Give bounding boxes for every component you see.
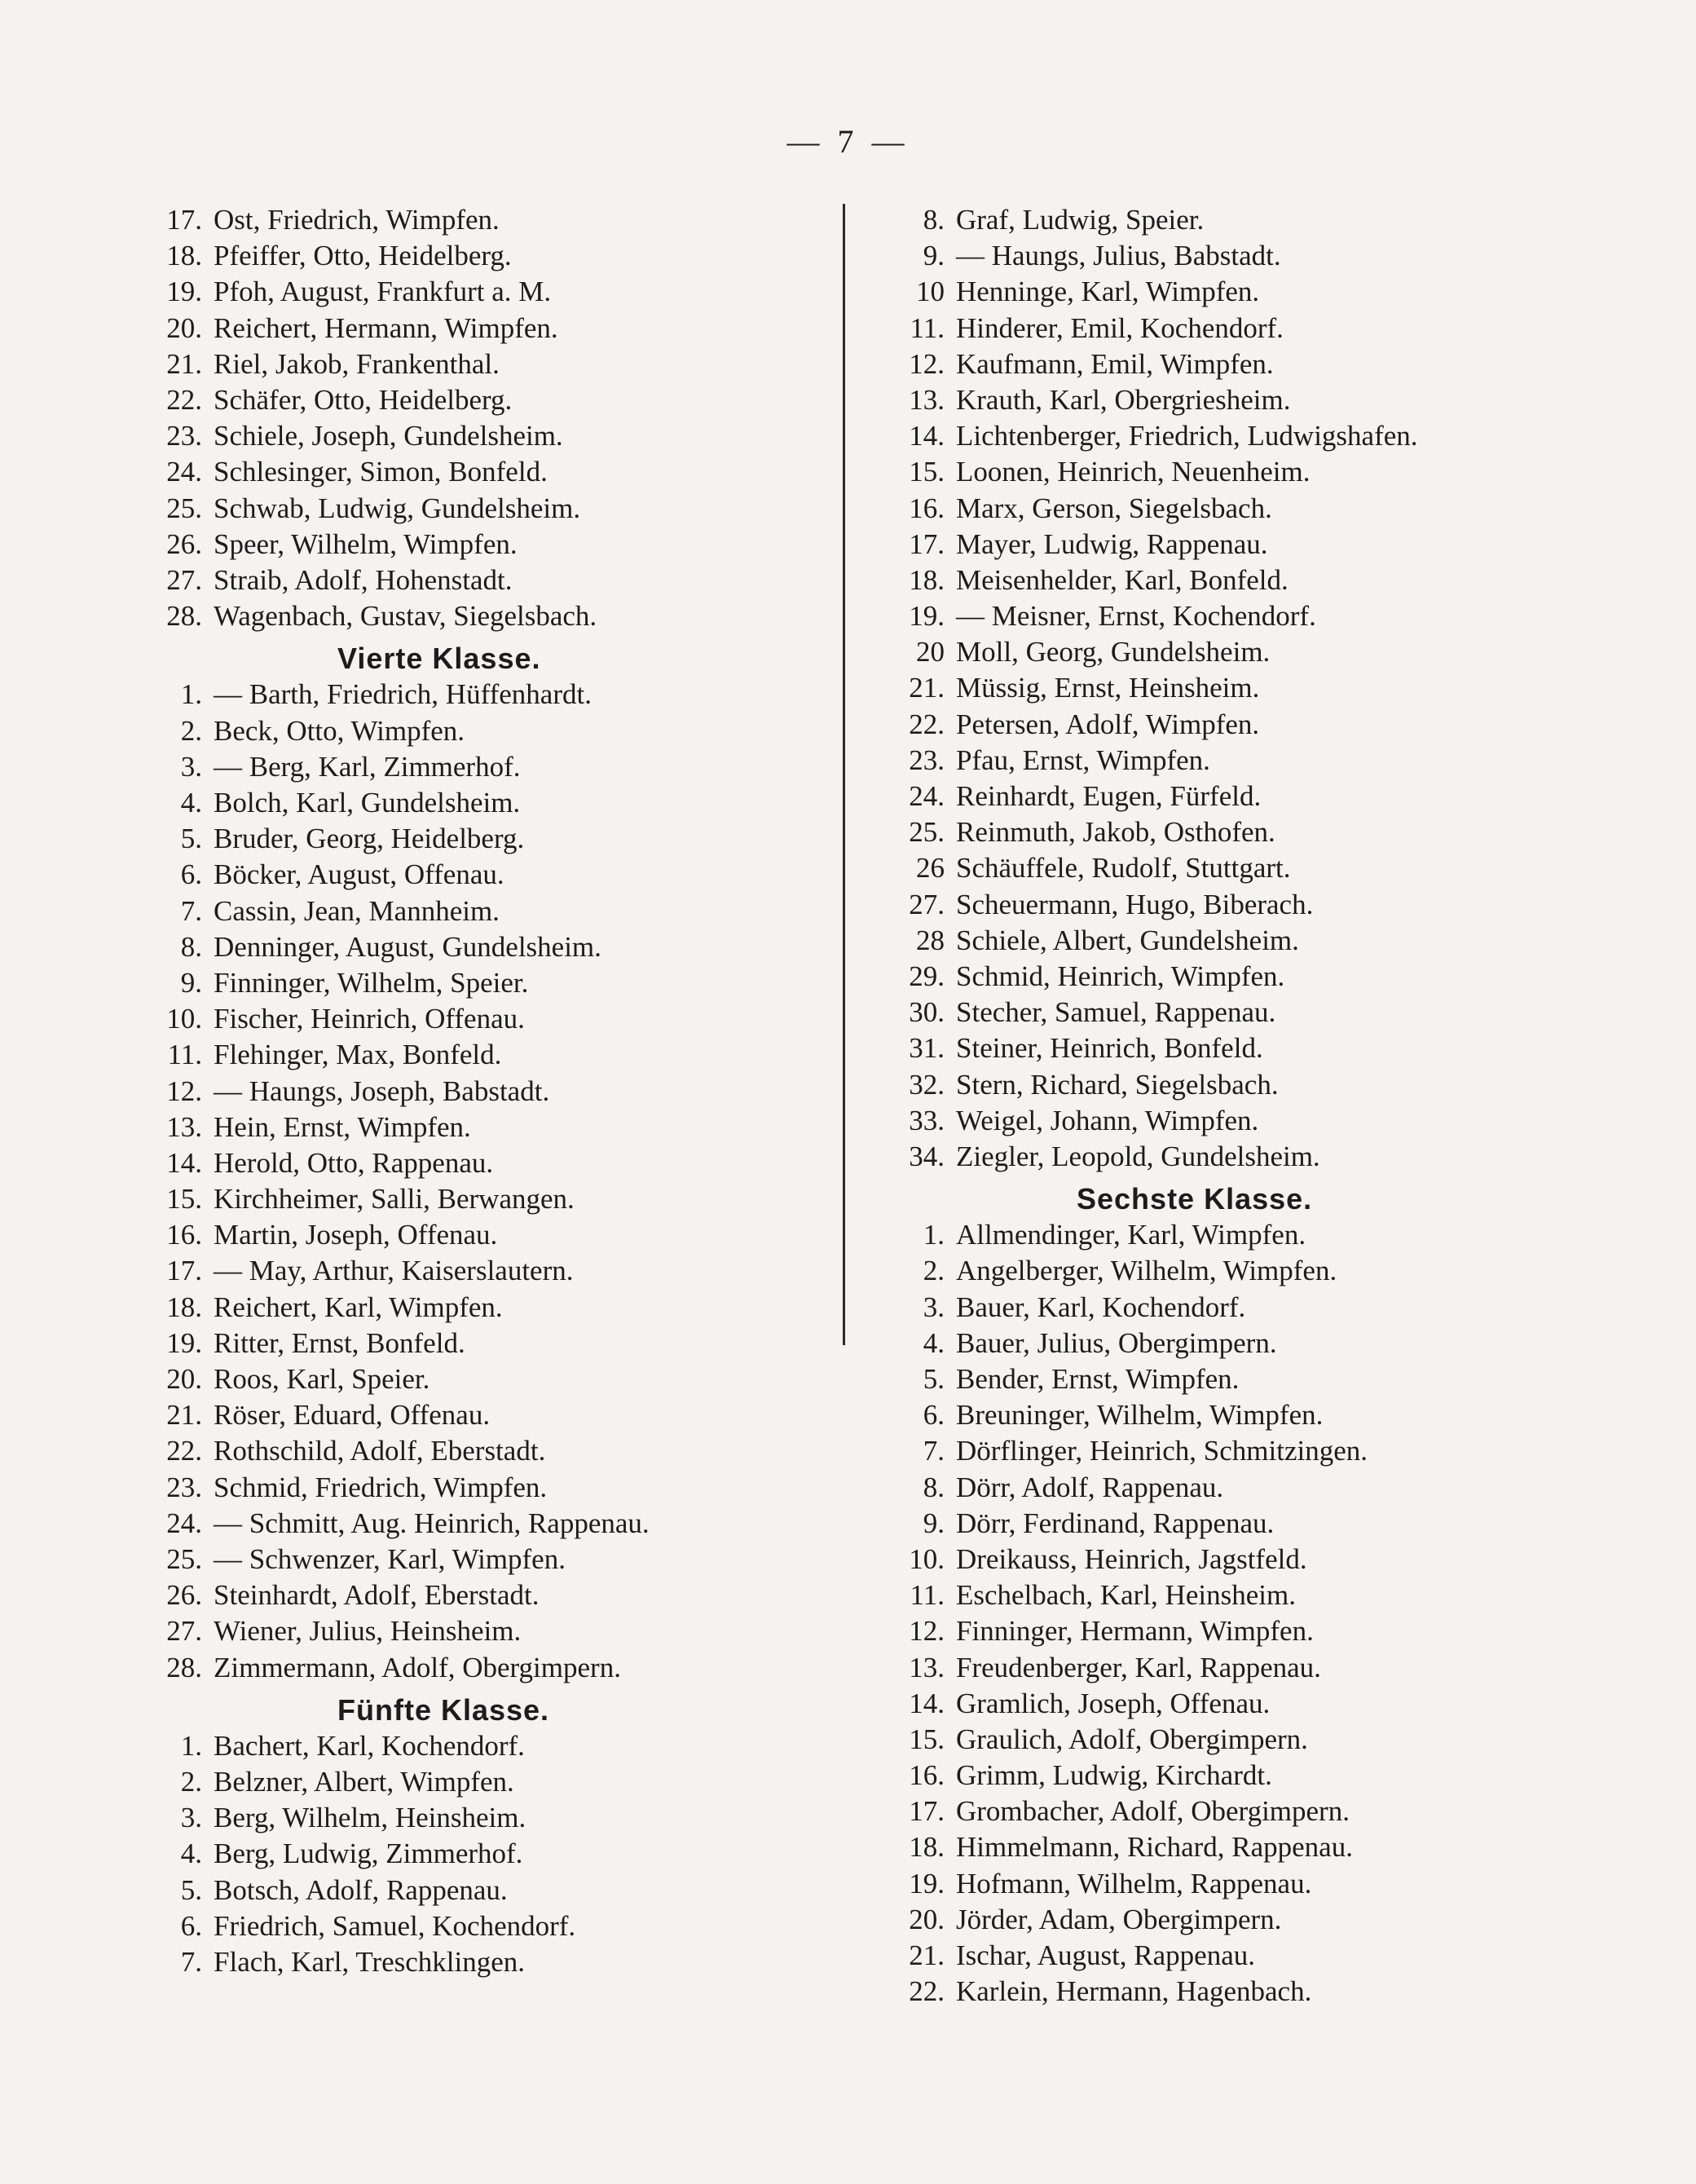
list-item (140, 1326, 849, 1361)
list-item (883, 1866, 1649, 1902)
item-entry: Schwab, Ludwig, Gundelsheim. (214, 492, 581, 524)
item-entry: Ischar, August, Rappenau. (956, 1939, 1255, 1971)
item-number: 19. (166, 276, 202, 308)
list-item (140, 1613, 849, 1649)
item-number: 5. (923, 1363, 945, 1395)
list-item (883, 1067, 1649, 1103)
list-item (883, 923, 1649, 959)
item-entry: Reichert, Karl, Wimpfen. (214, 1291, 503, 1323)
list-item (883, 202, 1649, 238)
item-entry: Scheuermann, Hugo, Biberach. (956, 888, 1314, 920)
list-item (140, 1074, 849, 1110)
item-entry: Ziegler, Leopold, Gundelsheim. (956, 1140, 1320, 1172)
list-item (883, 887, 1649, 923)
item-number: 28. (166, 1651, 202, 1683)
list-item (140, 311, 849, 346)
section-heading-vierte-klasse: Vierte Klasse. (337, 642, 541, 676)
item-entry: — May, Arthur, Kaiserslautern. (214, 1255, 574, 1287)
item-number: 24. (166, 1507, 202, 1539)
list-item (883, 1577, 1649, 1613)
list-item (883, 598, 1649, 634)
item-entry: Beck, Otto, Wimpfen. (214, 714, 465, 747)
item-number: 6. (180, 1909, 202, 1942)
item-number: 1. (923, 1219, 945, 1251)
item-entry: Martin, Joseph, Offenau. (214, 1219, 498, 1251)
page-number: — 7 — (786, 123, 910, 160)
item-entry: Marx, Gerson, Siegelsbach. (956, 492, 1272, 524)
item-number: 16. (909, 492, 945, 524)
list-item (140, 893, 849, 929)
item-number: 19. (909, 600, 945, 633)
item-entry: — Schmitt, Aug. Heinrich, Rappenau. (214, 1507, 650, 1539)
list-block (140, 202, 849, 634)
item-entry: Böcker, August, Offenau. (214, 858, 504, 891)
list-item (883, 707, 1649, 743)
list-item (883, 1613, 1649, 1649)
item-entry: Müssig, Ernst, Heinsheim. (956, 672, 1260, 704)
list-item (140, 1728, 849, 1764)
section-heading-sechste-klasse: Sechste Klasse. (1077, 1182, 1313, 1216)
item-number: 15. (166, 1183, 202, 1216)
item-number: 11. (910, 311, 945, 344)
item-entry: Angelberger, Wilhelm, Wimpfen. (956, 1255, 1337, 1287)
list-item (140, 1577, 849, 1613)
item-number: 28 (916, 924, 945, 956)
item-number: 3. (923, 1291, 945, 1323)
item-number: 12. (166, 1074, 202, 1107)
list-item (883, 850, 1649, 886)
item-number: 8. (923, 1471, 945, 1503)
item-number: 14. (909, 1687, 945, 1719)
list-item (140, 527, 849, 563)
list-item (140, 563, 849, 598)
list-item (883, 1433, 1649, 1469)
item-number: 11. (910, 1579, 945, 1612)
item-number: 2. (180, 714, 202, 747)
item-entry: Allmendinger, Karl, Wimpfen. (956, 1219, 1306, 1251)
list-item (883, 1902, 1649, 1938)
left-column (140, 202, 849, 1980)
item-number: 25. (166, 1542, 202, 1575)
item-number: 13. (909, 383, 945, 416)
list-item (140, 929, 849, 965)
item-entry: Schäfer, Otto, Heidelberg. (214, 383, 513, 416)
item-number: 24. (909, 780, 945, 812)
list-item (883, 238, 1649, 274)
item-entry: Reinhardt, Eugen, Fürfeld. (956, 780, 1262, 812)
item-number: 14. (909, 420, 945, 452)
list-item (883, 634, 1649, 670)
item-number: 14. (166, 1146, 202, 1179)
list-item (883, 1139, 1649, 1175)
item-entry: Flehinger, Max, Bonfeld. (214, 1039, 502, 1071)
item-number: 13. (166, 1110, 202, 1143)
item-entry: Steinhardt, Adolf, Eberstadt. (214, 1579, 540, 1612)
list-item (883, 1938, 1649, 1974)
item-entry: Finninger, Hermann, Wimpfen. (956, 1615, 1314, 1648)
item-entry: Kaufmann, Emil, Wimpfen. (956, 347, 1274, 380)
item-entry: Loonen, Heinrich, Neuenheim. (956, 456, 1311, 488)
list-item (140, 749, 849, 785)
item-number: 18. (909, 1831, 945, 1864)
list-item (140, 1800, 849, 1836)
item-number: 27. (909, 888, 945, 920)
item-number: 25. (909, 816, 945, 849)
item-entry: Hein, Ernst, Wimpfen. (214, 1110, 471, 1143)
list-item (140, 454, 849, 490)
list-item (883, 1650, 1649, 1686)
item-entry: Berg, Ludwig, Zimmerhof. (214, 1838, 523, 1870)
item-number: 29. (909, 960, 945, 992)
item-entry: — Schwenzer, Karl, Wimpfen. (214, 1542, 566, 1575)
item-number: 5. (180, 1873, 202, 1906)
item-number: 34. (909, 1140, 945, 1172)
list-item (883, 563, 1649, 598)
list-item (883, 959, 1649, 995)
item-number: 18. (166, 1291, 202, 1323)
item-number: 7. (923, 1435, 945, 1467)
item-number: 28. (166, 600, 202, 633)
item-entry: Schäuffele, Rudolf, Stuttgart. (956, 852, 1291, 885)
item-number: 20. (166, 311, 202, 344)
item-number: 12. (909, 347, 945, 380)
list-item (140, 1908, 849, 1944)
item-number: 2. (180, 1766, 202, 1798)
item-entry: Breuninger, Wilhelm, Wimpfen. (956, 1399, 1324, 1432)
item-entry: Eschelbach, Karl, Heinsheim. (956, 1579, 1296, 1612)
item-number: 9. (923, 1507, 945, 1539)
item-entry: Hinderer, Emil, Kochendorf. (956, 311, 1284, 344)
list-block (140, 1728, 849, 1980)
item-number: 27. (166, 563, 202, 596)
list-item (883, 1794, 1649, 1829)
item-number: 17. (166, 1255, 202, 1287)
item-number: 11. (167, 1039, 202, 1071)
item-number: 1. (180, 1729, 202, 1762)
item-entry: Wagenbach, Gustav, Siegelsbach. (214, 600, 597, 633)
list-item (140, 1001, 849, 1037)
list-item (883, 1397, 1649, 1433)
item-number: 10. (166, 1003, 202, 1035)
item-entry: — Barth, Friedrich, Hüffenhardt. (214, 678, 592, 711)
list-item (883, 1829, 1649, 1865)
list-item (140, 382, 849, 418)
item-entry: Cassin, Jean, Mannheim. (214, 894, 500, 927)
list-item (140, 857, 849, 893)
list-item (883, 274, 1649, 310)
item-number: 4. (923, 1326, 945, 1359)
list-item (883, 670, 1649, 706)
item-entry: Jörder, Adam, Obergimpern. (956, 1903, 1282, 1935)
item-number: 6. (923, 1399, 945, 1432)
item-entry: Röser, Eduard, Offenau. (214, 1399, 491, 1432)
list-item (883, 1974, 1649, 2010)
item-entry: Graf, Ludwig, Speier. (956, 204, 1205, 236)
item-entry: Riel, Jakob, Frankenthal. (214, 347, 500, 380)
item-number: 15. (909, 1723, 945, 1755)
list-item (883, 995, 1649, 1030)
list-item (883, 346, 1649, 382)
list-item (883, 1506, 1649, 1542)
item-number: 24. (166, 456, 202, 488)
item-entry: Zimmermann, Adolf, Obergimpern. (214, 1651, 621, 1683)
item-entry: Himmelmann, Richard, Rappenau. (956, 1831, 1353, 1864)
item-number: 32. (909, 1068, 945, 1101)
list-item (140, 238, 849, 274)
item-number: 20 (916, 636, 945, 668)
list-item (140, 598, 849, 634)
item-entry: Dörr, Ferdinand, Rappenau. (956, 1507, 1275, 1539)
item-entry: Ost, Friedrich, Wimpfen. (214, 204, 500, 236)
list-item (140, 1764, 849, 1800)
item-entry: Bolch, Karl, Gundelsheim. (214, 787, 521, 818)
list-item (883, 382, 1649, 418)
list-item (883, 1722, 1649, 1758)
list-item (140, 202, 849, 238)
item-number: 22. (166, 383, 202, 416)
list-item (140, 1290, 849, 1326)
item-number: 30. (909, 996, 945, 1029)
item-number: 18. (909, 563, 945, 596)
item-entry: Graulich, Adolf, Obergimpern. (956, 1723, 1308, 1755)
item-number: 21. (166, 1399, 202, 1432)
list-item (883, 1290, 1649, 1326)
item-number: 7. (180, 1946, 202, 1978)
item-entry: Krauth, Karl, Obergriesheim. (956, 383, 1291, 416)
item-number: 4. (180, 1838, 202, 1870)
item-entry: Henninge, Karl, Wimpfen. (956, 276, 1260, 308)
item-entry: Pfeiffer, Otto, Heidelberg. (214, 240, 512, 272)
list-item (140, 1433, 849, 1469)
item-entry: Freudenberger, Karl, Rappenau. (956, 1651, 1321, 1683)
list-item (883, 1542, 1649, 1577)
item-number: 20. (166, 1363, 202, 1395)
item-entry: Petersen, Adolf, Wimpfen. (956, 708, 1260, 740)
item-number: 4. (180, 787, 202, 818)
list-item (140, 1836, 849, 1872)
list-item (883, 743, 1649, 779)
right-column (883, 202, 1649, 2010)
list-item (883, 1686, 1649, 1722)
list-item (140, 491, 849, 527)
item-number: 12. (909, 1615, 945, 1648)
item-entry: Schmid, Friedrich, Wimpfen. (214, 1471, 548, 1503)
item-number: 13. (909, 1651, 945, 1683)
item-entry: Karlein, Hermann, Hagenbach. (956, 1975, 1312, 2008)
list-item (140, 1470, 849, 1506)
item-entry: Schiele, Joseph, Gundelsheim. (214, 420, 563, 452)
section-heading-fuenfte-klasse: Fünfte Klasse. (337, 1692, 550, 1727)
list-item (140, 1397, 849, 1433)
list-item (883, 779, 1649, 814)
item-number: 21. (166, 347, 202, 380)
item-entry: Speer, Wilhelm, Wimpfen. (214, 527, 518, 560)
list-item (140, 1542, 849, 1577)
list-item (883, 311, 1649, 346)
item-number: 6. (180, 858, 202, 891)
list-item (140, 1037, 849, 1073)
list-block (883, 202, 1649, 1175)
item-number: 2. (923, 1255, 945, 1287)
item-number: 23. (909, 743, 945, 776)
item-entry: Fischer, Heinrich, Offenau. (214, 1003, 525, 1035)
item-number: 7. (180, 894, 202, 927)
list-item (883, 814, 1649, 850)
item-entry: Dreikauss, Heinrich, Jagstfeld. (956, 1542, 1307, 1575)
list-item (883, 1253, 1649, 1289)
item-entry: Roos, Karl, Speier. (214, 1363, 430, 1395)
item-number: 22. (166, 1435, 202, 1467)
item-entry: Steiner, Heinrich, Bonfeld. (956, 1032, 1263, 1065)
list-block (140, 677, 849, 1685)
list-item (883, 1217, 1649, 1253)
item-number: 5. (180, 823, 202, 855)
item-number: 17. (166, 204, 202, 236)
list-item (140, 965, 849, 1001)
item-entry: Reinmuth, Jakob, Osthofen. (956, 816, 1275, 849)
list-item (140, 677, 849, 713)
item-entry: Flach, Karl, Treschklingen. (214, 1946, 526, 1978)
list-item (883, 491, 1649, 527)
item-entry: Grimm, Ludwig, Kirchardt. (956, 1759, 1272, 1792)
item-entry: Belzner, Albert, Wimpfen. (214, 1766, 514, 1798)
item-entry: Finninger, Wilhelm, Speier. (214, 966, 529, 999)
list-item (140, 1873, 849, 1908)
item-number: 21. (909, 672, 945, 704)
list-item (140, 785, 849, 821)
item-number: 31. (909, 1032, 945, 1065)
item-entry: Bauer, Julius, Obergimpern. (956, 1326, 1277, 1359)
item-number: 21. (909, 1939, 945, 1971)
list-item (883, 1326, 1649, 1361)
item-entry: Ritter, Ernst, Bonfeld. (214, 1326, 465, 1359)
list-item (140, 1145, 849, 1181)
list-item (883, 1361, 1649, 1397)
item-entry: Mayer, Ludwig, Rappenau. (956, 527, 1268, 560)
item-number: 16. (909, 1759, 945, 1792)
item-entry: Denninger, August, Gundelsheim. (214, 930, 601, 963)
item-number: 22. (909, 708, 945, 740)
item-number: 25. (166, 492, 202, 524)
list-item (140, 1506, 849, 1542)
list-item (140, 1253, 849, 1289)
list-item (140, 1361, 849, 1397)
item-entry: Reichert, Hermann, Wimpfen. (214, 311, 558, 344)
item-entry: Botsch, Adolf, Rappenau. (214, 1873, 508, 1906)
list-item (140, 346, 849, 382)
item-entry: Meisenhelder, Karl, Bonfeld. (956, 563, 1289, 596)
list-item (883, 1103, 1649, 1139)
item-entry: Bender, Ernst, Wimpfen. (956, 1363, 1240, 1395)
item-entry: Pfoh, August, Frankfurt a. M. (214, 276, 552, 308)
item-entry: Bauer, Karl, Kochendorf. (956, 1291, 1246, 1323)
list-item (883, 454, 1649, 490)
item-number: 26. (166, 527, 202, 560)
item-entry: Grombacher, Adolf, Obergimpern. (956, 1795, 1350, 1828)
item-number: 22. (909, 1975, 945, 2008)
item-entry: — Berg, Karl, Zimmerhof. (214, 750, 521, 783)
item-entry: Hofmann, Wilhelm, Rappenau. (956, 1867, 1312, 1899)
item-entry: — Meisner, Ernst, Kochendorf. (956, 600, 1316, 633)
item-number: 19. (909, 1867, 945, 1899)
item-number: 23. (166, 1471, 202, 1503)
item-number: 15. (909, 456, 945, 488)
item-number: 26 (916, 852, 945, 885)
item-entry: Kirchheimer, Salli, Berwangen. (214, 1183, 575, 1216)
list-item (140, 1650, 849, 1686)
item-number: 19. (166, 1326, 202, 1359)
list-item (883, 1758, 1649, 1794)
item-number: 3. (180, 750, 202, 783)
list-item (883, 418, 1649, 454)
item-number: 3. (180, 1802, 202, 1834)
item-number: 33. (909, 1104, 945, 1136)
item-entry: — Haungs, Julius, Babstadt. (956, 240, 1281, 272)
item-entry: Stern, Richard, Siegelsbach. (956, 1068, 1279, 1101)
item-entry: Herold, Otto, Rappenau. (214, 1146, 494, 1179)
item-entry: Pfau, Ernst, Wimpfen. (956, 743, 1210, 776)
item-entry: Lichtenberger, Friedrich, Ludwigshafen. (956, 420, 1418, 452)
item-entry: Berg, Wilhelm, Heinsheim. (214, 1802, 526, 1834)
item-number: 17. (909, 527, 945, 560)
list-item (140, 713, 849, 749)
item-entry: Moll, Georg, Gundelsheim. (956, 636, 1271, 668)
item-number: 17. (909, 1795, 945, 1828)
item-number: 26. (166, 1579, 202, 1612)
item-entry: Bachert, Karl, Kochendorf. (214, 1729, 525, 1762)
list-item (140, 274, 849, 310)
list-block (883, 1217, 1649, 2010)
list-item (140, 1181, 849, 1217)
item-entry: Weigel, Johann, Wimpfen. (956, 1104, 1259, 1136)
item-number: 27. (166, 1615, 202, 1648)
item-entry: — Haungs, Joseph, Babstadt. (214, 1074, 550, 1107)
list-item (140, 1944, 849, 1980)
item-entry: Straib, Adolf, Hohenstadt. (214, 563, 513, 596)
item-number: 10 (916, 276, 945, 308)
list-item (883, 1030, 1649, 1066)
list-item (140, 1110, 849, 1145)
item-entry: Stecher, Samuel, Rappenau. (956, 996, 1276, 1029)
item-entry: Schlesinger, Simon, Bonfeld. (214, 456, 548, 488)
item-number: 23. (166, 420, 202, 452)
item-entry: Dörr, Adolf, Rappenau. (956, 1471, 1224, 1503)
item-number: 20. (909, 1903, 945, 1935)
item-entry: Rothschild, Adolf, Eberstadt. (214, 1435, 546, 1467)
item-entry: Schmid, Heinrich, Wimpfen. (956, 960, 1285, 992)
item-number: 8. (923, 204, 945, 236)
item-number: 18. (166, 240, 202, 272)
item-number: 8. (180, 930, 202, 963)
item-number: 9. (923, 240, 945, 272)
item-entry: Dörflinger, Heinrich, Schmitzingen. (956, 1435, 1368, 1467)
item-entry: Wiener, Julius, Heinsheim. (214, 1615, 522, 1648)
item-entry: Schiele, Albert, Gundelsheim. (956, 924, 1299, 956)
list-item (883, 527, 1649, 563)
item-entry: Friedrich, Samuel, Kochendorf. (214, 1909, 576, 1942)
item-entry: Gramlich, Joseph, Offenau. (956, 1687, 1271, 1719)
item-number: 10. (909, 1542, 945, 1575)
item-number: 9. (180, 966, 202, 999)
list-item (140, 821, 849, 857)
list-item (883, 1470, 1649, 1506)
list-item (140, 418, 849, 454)
item-number: 1. (180, 678, 202, 711)
list-item (140, 1217, 849, 1253)
item-number: 16. (166, 1219, 202, 1251)
item-entry: Bruder, Georg, Heidelberg. (214, 823, 525, 855)
